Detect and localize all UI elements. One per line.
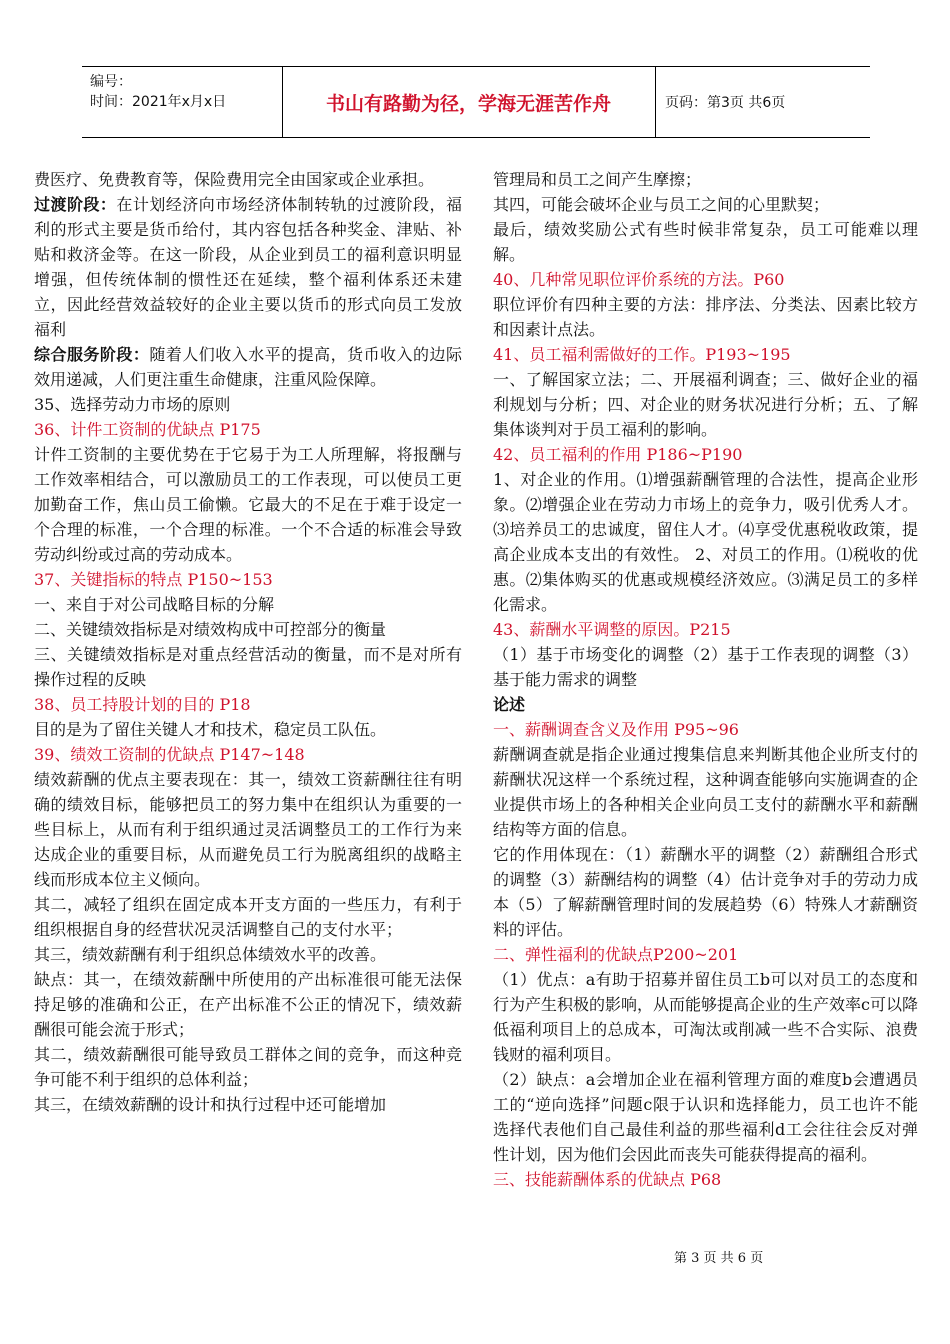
- paragraph: [493, 367, 918, 442]
- document-number-label: 编号：: [90, 74, 132, 90]
- page-footer: 第 3 页 共 6 页: [674, 1251, 764, 1266]
- paragraph-text: 1、对企业的作用。⑴增强薪酬管理的合法性，提高企业形象。⑵增强企业在劳动力市场上的竞争力，吸引优秀人才。⑶培养员工的忠诚度，留住人才。⑷享受优惠税收政策，提高企业成本支出的有效性。 2、对员工的作用。⑴税收的优惠。⑵集体购买的优惠或规模经济效应。⑶满足员工的多样化需求。: [493, 470, 918, 614]
- paragraph-text: 绩效薪酬的优点主要表现在：其一，绩效工资薪酬往往有明确的绩效目标，能够把员工的努力集中在组织认为重要的一些目标上，从而有利于组织通过灵活调整员工的工作行为来达成企业的重要目标，从而避免员工行为脱离组织的战略主线而形成本位主义倾向。: [34, 770, 462, 889]
- section-heading: 43、薪酬水平调整的原因。P215: [493, 620, 731, 639]
- header-page-info: 页码：第3页 共6页: [665, 95, 786, 111]
- paragraph-text: 管理局和员工之间产生摩擦；: [493, 170, 702, 189]
- paragraph-text: 费医疗、免费教育等，保险费用完全由国家或企业承担。: [34, 170, 435, 189]
- section-heading: 37、关键指标的特点 P150~153: [34, 570, 273, 589]
- section-heading: 40、几种常见职位评价系统的方法。P60: [493, 270, 785, 289]
- paragraph-text: （1）优点：a有助于招募并留住员工b可以对员工的态度和行为产生积极的影响，从而能够提高企业的生产效率c可以降低福利项目上的总成本，可淘汰或削减一些不合实际、浪费钱财的福利项目。: [493, 970, 918, 1064]
- paragraph: [34, 167, 462, 192]
- header-motto: [282, 67, 656, 137]
- paragraph: [493, 167, 918, 192]
- section-heading: 三、技能薪酬体系的优缺点 P68: [493, 1170, 722, 1189]
- left-text-column: [34, 167, 462, 1117]
- paragraph: [34, 1042, 462, 1092]
- paragraph: [34, 1092, 462, 1117]
- right-text-column: [493, 167, 918, 1192]
- section-heading: 36、计件工资制的优缺点 P175: [34, 420, 261, 439]
- paragraph-text: 二、关键绩效指标是对绩效构成中可控部分的衡量: [34, 620, 387, 639]
- part-heading: 论述: [493, 695, 526, 714]
- paragraph-text: 职位评价有四种主要的方法：排序法、分类法、因素比较方和因素计点法。: [493, 295, 918, 339]
- paragraph-text: 其二，绩效薪酬很可能导致员工群体之间的竞争，而这种竞争可能不利于组织的总体利益；: [34, 1045, 462, 1089]
- paragraph-lead: 综合服务阶段：: [34, 345, 150, 364]
- paragraph-text: 一、来自于对公司战略目标的分解: [34, 595, 275, 614]
- paragraph: [493, 1067, 918, 1167]
- paragraph: [34, 442, 462, 567]
- paragraph-text: 目的是为了留住关键人才和技术，稳定员工队伍。: [34, 720, 387, 739]
- paragraph-text: 一、了解国家立法；二、开展福利调查；三、做好企业的福利规划与分析；四、对企业的财务状况进行分析；五、了解集体谈判对于员工福利的影响。: [493, 370, 918, 439]
- paragraph: [493, 967, 918, 1067]
- paragraph: [34, 642, 462, 692]
- paragraph: [493, 467, 918, 617]
- section-heading: 41、员工福利需做好的工作。P193~195: [493, 345, 791, 364]
- paragraph: [34, 767, 462, 892]
- paragraph: [34, 192, 462, 342]
- paragraph-text: 其四，可能会破坏企业与员工之间的心里默契；: [493, 195, 830, 214]
- paragraph: [34, 892, 462, 942]
- paragraph-text: 最后，绩效奖励公式有些时候非常复杂，员工可能难以理解。: [493, 220, 918, 264]
- paragraph: [34, 617, 462, 642]
- paragraph-text: 其三，在绩效薪酬的设计和执行过程中还可能增加: [34, 1095, 387, 1114]
- paragraph-lead: 过渡阶段：: [34, 195, 117, 214]
- paragraph: [34, 942, 462, 967]
- paragraph: [493, 642, 918, 692]
- paragraph: [34, 342, 462, 392]
- paragraph: [34, 717, 462, 742]
- paragraph-text: 计件工资制的主要优势在于它易于为工人所理解，将报酬与工作效率相结合，可以激励员工的工作表现，可以使员工更加勤奋工作，焦山员工偷懒。它最大的不足在于难于设定一个合理的标准，一个合理的标准。一个不合适的标准会导致劳动纠纷或过高的劳动成本。: [34, 445, 462, 564]
- section-heading: 42、员工福利的作用 P186~P190: [493, 445, 743, 464]
- document-date-label: 时间：2021年x月x日: [90, 94, 227, 110]
- section-heading: 39、绩效工资制的优缺点 P147~148: [34, 745, 305, 764]
- paragraph: [34, 967, 462, 1042]
- paragraph-text: 其二，减轻了组织在固定成本开支方面的一些压力，有利于组织根据自身的经营状况灵活调整自己的支付水平；: [34, 895, 462, 939]
- paragraph-text: 缺点：其一，在绩效薪酬中所使用的产出标准很可能无法保持足够的准确和公正，在产出标准不公正的情况下，绩效薪酬很可能会流于形式；: [34, 970, 462, 1039]
- paragraph-text: 其三，绩效薪酬有利于组织总体绩效水平的改善。: [34, 945, 387, 964]
- paragraph-text: 随着人们收入水平的提高，货币收入的边际效用递减，人们更注重生命健康，注重风险保障。: [34, 345, 462, 389]
- paragraph: [493, 842, 918, 942]
- paragraph: [493, 292, 918, 342]
- paragraph-text: 它的作用体现在：（1）薪酬水平的调整（2）薪酬组合形式的调整（3）薪酬结构的调整（4）估计竞争对手的劳动力成本（5）了解薪酬管理时间的发展趋势（6）特殊人才薪酬资料的评估。: [493, 845, 918, 939]
- header-meta: [82, 67, 283, 137]
- paragraph-text: （2）缺点：a会增加企业在福利管理方面的难度b会遭遇员工的“逆向选择”问题c限于认识和选择能力，员工也许不能选择代表他们自己最佳利益的那些福利d工会往往会反对弹性计划，因为他们会因此而丧失可能获得提高的福利。: [493, 1070, 918, 1164]
- paragraph-text: 在计划经济向市场经济体制转轨的过渡阶段，福利的形式主要是货币给付，其内容包括各种奖金、津贴、补贴和救济金等。在这一阶段，从企业到员工的福利意识明显增强，但传统体制的惯性还在延续，整个福利体系还未建立，因此经营效益较好的企业主要以货币的形式向员工发放福利: [34, 195, 462, 339]
- paragraph-text: （1）基于市场变化的调整（2）基于工作表现的调整（3）基于能力需求的调整: [493, 645, 918, 689]
- section-heading: 二、弹性福利的优缺点P200~201: [493, 945, 739, 964]
- paragraph-text: 35、选择劳动力市场的原则: [34, 395, 231, 414]
- paragraph-text: 薪酬调查就是指企业通过搜集信息来判断其他企业所支付的薪酬状况这样一个系统过程，这种调查能够向实施调查的企业提供市场上的各种相关企业向员工支付的薪酬水平和薪酬结构等方面的信息。: [493, 745, 918, 839]
- paragraph: [34, 392, 462, 417]
- motto-text: 书山有路勤为径，学海无涯苦作舟: [325, 92, 611, 115]
- paragraph-text: 三、关键绩效指标是对重点经营活动的衡量，而不是对所有操作过程的反映: [34, 645, 462, 689]
- paragraph: [34, 592, 462, 617]
- section-heading: 38、员工持股计划的目的 P18: [34, 695, 251, 714]
- page-header: [82, 66, 870, 138]
- paragraph: [493, 742, 918, 842]
- section-heading: 一、薪酬调查含义及作用 P95~96: [493, 720, 739, 739]
- paragraph: [493, 217, 918, 267]
- paragraph: [493, 192, 918, 217]
